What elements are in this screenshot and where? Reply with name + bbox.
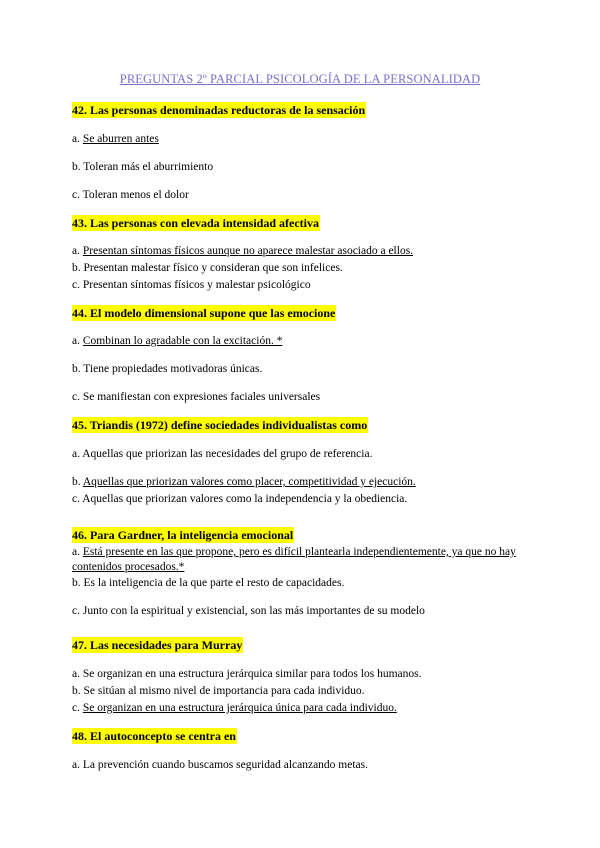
option-45a: a. Aquellas que priorizan las necesidades del grupo de referencia. [72,448,373,460]
option-47c: c. Se organizan en una estructura jerárquica única para cada individuo. [72,702,397,714]
option-46c: c. Junto con la espiritual y existencial, son las más importantes de su modelo [72,605,425,617]
question-42: 42. Las personas denominadas reductoras de la sensación [72,103,366,117]
option-45c: c. Aquellas que priorizan valores como la independencia y la obediencia. [72,493,408,505]
option-42a: a. Se aburren antes [72,133,159,145]
question-43: 43. Las personas con elevada intensidad afectiva [72,216,320,230]
option-47b: b. Se sitúan al mismo nivel de importancia para cada individuo. [72,685,365,697]
document-title: PREGUNTAS 2º PARCIAL PSICOLOGÍA DE LA PERSONALIDAD [119,72,481,86]
option-44a: a. Combinan lo agradable con la excitación. * [72,335,283,347]
option-44c: c. Se manifiestan con expresiones faciales universales [72,391,321,403]
question-46: 46. Para Gardner, la inteligencia emocional [72,528,294,542]
question-45: 45. Triandis (1972) define sociedades individualistas como [72,418,368,432]
question-48: 48. El autoconcepto se centra en [72,729,236,743]
option-43b: b. Presentan malestar físico y consideran que son infelices. [72,262,343,274]
option-42c: c. Toleran menos el dolor [72,189,189,201]
option-47a: a. Se organizan en una estructura jerárquica similar para todos los humanos. [72,668,422,680]
option-43c: c. Presentan síntomas físicos y malestar psicológico [72,279,311,291]
option-46b: b. Es la inteligencia de la que parte el resto de capacidades. [72,577,345,589]
question-47: 47. Las necesidades para Murray [72,638,243,652]
option-46a: a. Está presente en las que propone, pero es difícil plantearla independientemente, ya que no hay contenidos procesados.* [72,546,516,573]
option-42b: b. Toleran más el aburrimiento [72,161,214,173]
option-45b: b. Aquellas que priorizan valores como placer, competitividad y ejecución. [72,476,416,488]
option-44b: b. Tiene propiedades motivadoras únicas. [72,363,263,375]
question-44: 44. El modelo dimensional supone que las emocione [72,306,336,320]
option-43a: a. Presentan síntomas físicos aunque no aparece malestar asociado a ellos. [72,245,414,257]
option-48a: a. La prevención cuando buscamos seguridad alcanzando metas. [72,759,369,771]
